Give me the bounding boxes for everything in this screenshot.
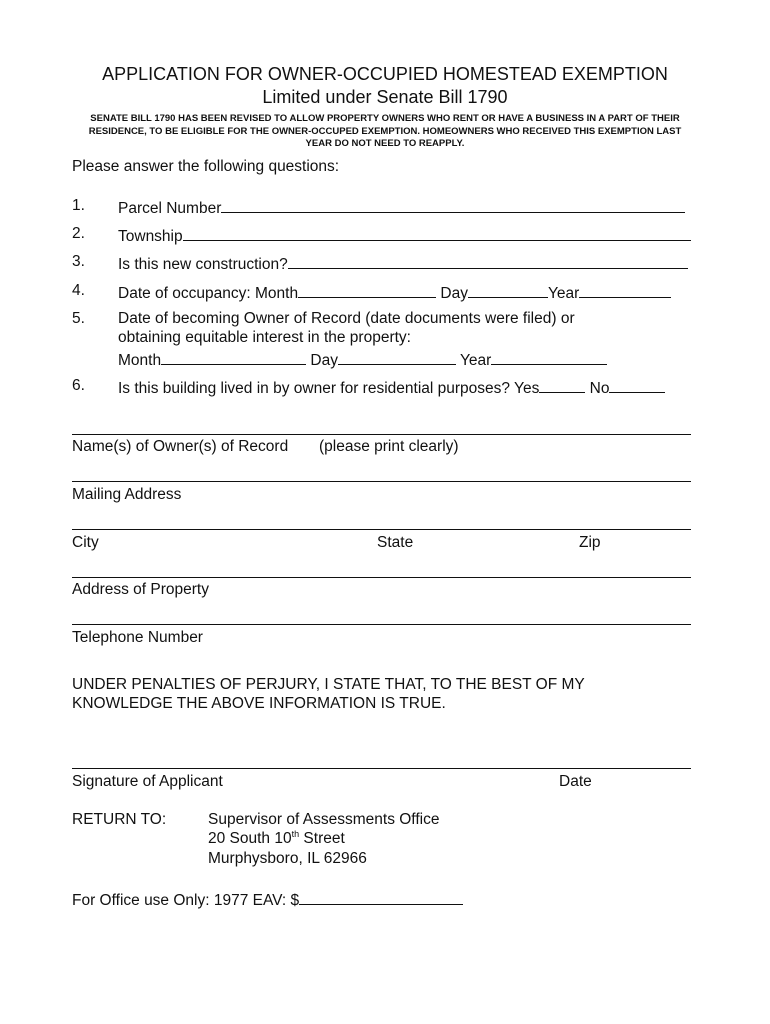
signature-label: Signature of Applicant: [72, 773, 223, 790]
city-label: City: [72, 534, 99, 551]
owner-name-line[interactable]: [72, 434, 691, 435]
q3-number: 3.: [72, 253, 85, 270]
residential-no-field[interactable]: [609, 378, 665, 393]
q5-line2: obtaining equitable interest in the property:: [118, 329, 411, 346]
return-street-sup: th: [291, 828, 300, 839]
return-office: Supervisor of Assessments Office: [208, 811, 440, 828]
q3-row: [118, 254, 688, 273]
owner-name-label: Name(s) of Owner(s) of Record: [72, 438, 289, 455]
q1-row: [118, 198, 685, 217]
q4-label: Date of occupancy: Month: [118, 285, 299, 302]
q6-number: 6.: [72, 377, 85, 394]
return-city: Murphysboro, IL 62966: [208, 850, 367, 867]
q3-label: Is this new construction?: [118, 256, 288, 273]
return-to-label: RETURN TO:: [72, 811, 167, 828]
township-field[interactable]: [183, 226, 691, 241]
q5-year-label: Year: [460, 352, 492, 369]
eav-field[interactable]: [299, 890, 463, 905]
notice-text: SENATE BILL 1790 HAS BEEN REVISED TO ALLOW PROPERTY OWNERS WHO RENT OR HAVE A BUSINESS IN A PART OF THEIR RESIDENCE, TO BE ELIGIBLE FOR THE OWNER-OCCUPED EXEMPTION. HOMEOWNERS WHO RECEIVED THIS EXEMPTION LAST YEAR DO NOT NEED TO REAPPLY.: [88, 113, 682, 149]
q4-day-label: Day: [440, 285, 468, 302]
date-label: Date: [559, 773, 592, 790]
q2-label: Township: [118, 228, 183, 245]
mailing-address-line[interactable]: [72, 481, 691, 482]
city-state-zip-line[interactable]: [72, 529, 691, 530]
intro-text: Please answer the following questions:: [72, 158, 340, 175]
q1-label: Parcel Number: [118, 200, 222, 217]
telephone-label: Telephone Number: [72, 629, 203, 646]
q6-label: Is this building lived in by owner for residential purposes? Yes: [118, 380, 540, 397]
zip-label: Zip: [579, 534, 601, 551]
q6-row: [118, 378, 665, 397]
q5-number: 5.: [72, 310, 85, 327]
state-label: State: [377, 534, 414, 551]
form-subtitle: Limited under Senate Bill 1790: [262, 87, 508, 107]
q5-date-row: [118, 350, 607, 369]
parcel-number-field[interactable]: [221, 198, 685, 213]
q5-line1: Date of becoming Owner of Record (date documents were filed) or: [118, 310, 575, 327]
residential-yes-field[interactable]: [539, 378, 585, 393]
return-street-pre: 20 South 10: [208, 830, 292, 847]
q1-number: 1.: [72, 197, 85, 214]
perjury-line1: UNDER PENALTIES OF PERJURY, I STATE THAT, TO THE BEST OF MY: [72, 676, 585, 693]
mailing-address-label: Mailing Address: [72, 486, 182, 503]
return-street: [208, 828, 345, 847]
ownership-day-field[interactable]: [338, 350, 456, 365]
ownership-month-field[interactable]: [161, 350, 306, 365]
q2-number: 2.: [72, 225, 85, 242]
telephone-line[interactable]: [72, 624, 691, 625]
property-address-label: Address of Property: [72, 581, 209, 598]
perjury-line2: KNOWLEDGE THE ABOVE INFORMATION IS TRUE.: [72, 695, 446, 712]
occupancy-day-field[interactable]: [468, 283, 548, 298]
q2-row: [118, 226, 691, 245]
q4-number: 4.: [72, 282, 85, 299]
occupancy-month-field[interactable]: [298, 283, 436, 298]
owner-name-hint: (please print clearly): [319, 438, 459, 455]
return-street-post: Street: [299, 830, 345, 847]
property-address-line[interactable]: [72, 577, 691, 578]
form-title: APPLICATION FOR OWNER-OCCUPIED HOMESTEAD EXEMPTION: [102, 64, 668, 84]
q4-row: [118, 283, 671, 302]
occupancy-year-field[interactable]: [579, 283, 671, 298]
q6-no-label: No: [589, 380, 610, 397]
office-use-row: [72, 890, 463, 909]
signature-line[interactable]: [72, 768, 691, 769]
q5-month-label: Month: [118, 352, 162, 369]
q4-year-label: Year: [547, 285, 580, 302]
ownership-year-field[interactable]: [491, 350, 607, 365]
new-construction-field[interactable]: [288, 254, 688, 269]
q5-day-label: Day: [310, 352, 338, 369]
office-use-label: For Office use Only: 1977 EAV: $: [72, 892, 300, 909]
